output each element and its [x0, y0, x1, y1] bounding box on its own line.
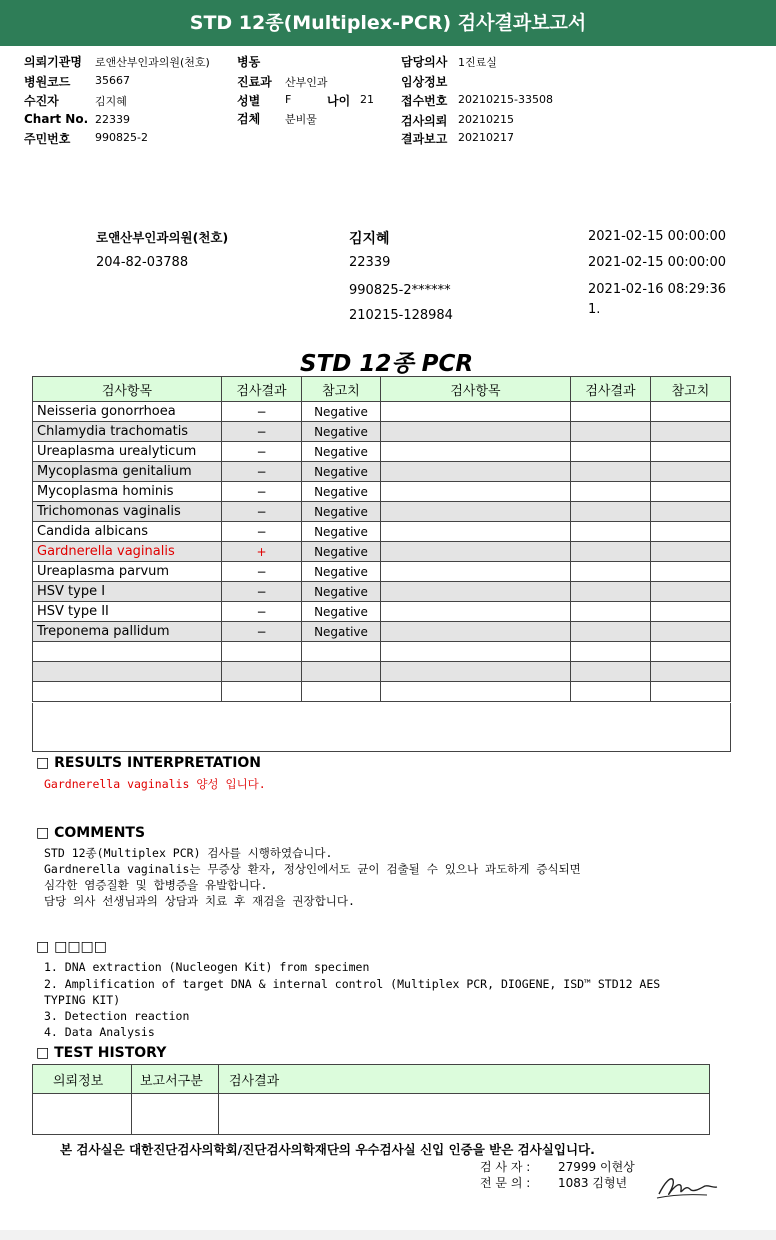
reference-value [302, 642, 381, 662]
info-label: 병원코드 [24, 75, 71, 89]
column-header: 의뢰정보 [33, 1065, 132, 1094]
test-result: − [222, 622, 302, 642]
date-reported: 2021-02-16 08:29:36 [588, 282, 727, 297]
info-label: 접수번호 [401, 94, 448, 108]
info-label: 수진자 [24, 94, 59, 108]
test-name [381, 642, 571, 662]
reference-value: Negative [302, 562, 381, 582]
reference-value: Negative [302, 542, 381, 562]
test-name: Ureaplasma parvum [33, 562, 222, 582]
test-name [381, 682, 571, 702]
test-name [381, 542, 571, 562]
history-row [33, 1094, 710, 1135]
info-value: 산부인과 [285, 76, 328, 89]
table-row [33, 442, 731, 462]
info-label: 병동 [237, 55, 261, 69]
info-label: 담당의사 [401, 55, 448, 69]
info-label: 나이 [327, 94, 351, 108]
test-name: Ureaplasma urealyticum [33, 442, 222, 462]
resident-number: 990825-2****** [349, 283, 451, 298]
history-cell [132, 1094, 219, 1135]
test-name: Mycoplasma hominis [33, 482, 222, 502]
info-label: 성별 [237, 94, 261, 108]
comments-heading: □ COMMENTS [36, 825, 146, 841]
reference-value: Negative [302, 462, 381, 482]
info-value: 김지혜 [95, 95, 127, 108]
chart-number: 22339 [349, 255, 391, 270]
info-label: 진료과 [237, 75, 272, 89]
info-label: 주민번호 [24, 132, 71, 146]
test-result [571, 542, 651, 562]
test-result: − [222, 422, 302, 442]
test-result: − [222, 442, 302, 462]
info-value: 20210215 [458, 113, 514, 126]
column-header: 참고치 [302, 377, 381, 402]
method-line: 3. Detection reaction [44, 1009, 190, 1023]
test-name: Mycoplasma genitalium [33, 462, 222, 482]
test-name [381, 422, 571, 442]
reference-value [651, 402, 731, 422]
info-label: 검사의뢰 [401, 114, 448, 128]
info-label: 임상정보 [401, 75, 448, 89]
info-value: 21 [360, 93, 374, 106]
info-value: 분비물 [285, 113, 317, 126]
hospital-name: 로앤산부인과의원(천호) [96, 230, 229, 245]
reference-value: Negative [302, 402, 381, 422]
test-name: Trichomonas vaginalis [33, 502, 222, 522]
reference-value [651, 522, 731, 542]
reference-value [651, 542, 731, 562]
test-result: − [222, 522, 302, 542]
column-header: 검사결과 [222, 377, 302, 402]
interpretation-heading: □ RESULTS INTERPRETATION [36, 755, 262, 771]
test-name [381, 582, 571, 602]
results-table [32, 376, 731, 702]
test-name [381, 522, 571, 542]
method-line: 1. DNA extraction (Nucleogen Kit) from specimen [44, 960, 370, 974]
test-name: HSV type I [33, 582, 222, 602]
test-result: − [222, 602, 302, 622]
test-name: Gardnerella vaginalis [33, 542, 222, 562]
reference-value [651, 642, 731, 662]
test-result: − [222, 502, 302, 522]
test-result [571, 522, 651, 542]
test-result: − [222, 462, 302, 482]
table-row [33, 642, 731, 662]
table-row [33, 562, 731, 582]
comment-line: 담당 의사 선생님과의 상담과 치료 후 재검을 권장합니다. [44, 894, 355, 908]
reference-value [651, 602, 731, 622]
test-result [222, 642, 302, 662]
column-header: 검사항목 [33, 377, 222, 402]
test-result [571, 482, 651, 502]
reference-value: Negative [302, 582, 381, 602]
test-name [381, 442, 571, 462]
method-line: 2. Amplification of target DNA & internal control (Multiplex PCR, DIOGENE, ISD™ STD12 AES [44, 977, 661, 991]
test-name [33, 662, 222, 682]
test-result: − [222, 402, 302, 422]
info-label: 결과보고 [401, 132, 448, 146]
table-row [33, 622, 731, 642]
reference-value: Negative [302, 422, 381, 442]
test-result [571, 622, 651, 642]
patient-info-panel [0, 46, 776, 170]
reference-value [651, 422, 731, 442]
test-name: HSV type II [33, 602, 222, 622]
column-header: 보고서구분 [132, 1065, 219, 1094]
results-header-row [33, 377, 731, 402]
test-name: Candida albicans [33, 522, 222, 542]
info-value: 로앤산부인과의원(천호) [95, 56, 210, 69]
test-result [222, 682, 302, 702]
reference-value: Negative [302, 442, 381, 462]
test-result [571, 422, 651, 442]
specialist-name: 1083 김형년 [558, 1176, 628, 1190]
reference-value [651, 462, 731, 482]
column-header: 검사결과 [219, 1065, 710, 1094]
test-result [571, 402, 651, 422]
date-suffix: 1. [588, 302, 601, 317]
test-name [33, 642, 222, 662]
test-result [571, 582, 651, 602]
date-collected: 2021-02-15 00:00:00 [588, 229, 727, 244]
accession-number: 210215-128984 [349, 308, 453, 323]
table-row [33, 602, 731, 622]
reference-value [651, 482, 731, 502]
test-name [381, 482, 571, 502]
history-cell [219, 1094, 710, 1135]
reference-value [302, 662, 381, 682]
comment-line: 심각한 염증질환 및 합병증을 유발합니다. [44, 878, 268, 892]
test-result [571, 602, 651, 622]
reference-value [651, 622, 731, 642]
table-row [33, 402, 731, 422]
tester-name: 27999 이현상 [558, 1160, 635, 1174]
test-result [571, 642, 651, 662]
method-line: TYPING KIT) [44, 993, 121, 1007]
test-result [571, 662, 651, 682]
test-result [571, 442, 651, 462]
column-header: 참고치 [651, 377, 731, 402]
certification-note: 본 검사실은 대한진단검사의학회/진단검사의학재단의 우수검사실 신입 인증을 받은 검사실입니다. [60, 1142, 595, 1157]
test-name: Treponema pallidum [33, 622, 222, 642]
report-section-title: STD 12종 PCR [300, 351, 474, 377]
test-result: − [222, 482, 302, 502]
reference-value [651, 502, 731, 522]
table-row [33, 582, 731, 602]
method-line: 4. Data Analysis [44, 1025, 155, 1039]
reference-value: Negative [302, 482, 381, 502]
results-notes-box [32, 703, 731, 752]
method-heading: □ □□□□ [36, 939, 108, 955]
reference-value: Negative [302, 522, 381, 542]
test-name: Chlamydia trachomatis [33, 422, 222, 442]
test-name: Neisseria gonorrhoea [33, 402, 222, 422]
report-title: STD 12종(Multiplex-PCR) 검사결과보고서 [189, 12, 587, 34]
test-result [571, 502, 651, 522]
info-value: 20210215-33508 [458, 93, 553, 106]
reference-value [302, 682, 381, 702]
comment-line: Gardnerella vaginalis는 무증상 환자, 정상인에서도 균이 검출될 수 있으나 과도하게 증식되면 [44, 862, 581, 876]
table-row [33, 482, 731, 502]
test-result: − [222, 582, 302, 602]
info-label: Chart No. [24, 112, 89, 126]
test-name [381, 562, 571, 582]
reference-value [651, 682, 731, 702]
test-result [571, 462, 651, 482]
table-row [33, 422, 731, 442]
info-value: 20210217 [458, 131, 514, 144]
comment-line: STD 12종(Multiplex PCR) 검사를 시행하였습니다. [44, 846, 333, 860]
test-name [33, 682, 222, 702]
test-result [571, 682, 651, 702]
reference-value [651, 662, 731, 682]
history-table [32, 1064, 710, 1135]
column-header: 검사결과 [571, 377, 651, 402]
test-name [381, 662, 571, 682]
history-heading: □ TEST HISTORY [36, 1045, 167, 1061]
specialist-label: 전 문 의 : [480, 1176, 531, 1190]
test-name [381, 402, 571, 422]
reference-value [651, 442, 731, 462]
reference-value [651, 582, 731, 602]
test-result: − [222, 562, 302, 582]
reference-value: Negative [302, 622, 381, 642]
table-row [33, 462, 731, 482]
table-row [33, 522, 731, 542]
reference-value [651, 562, 731, 582]
date-received: 2021-02-15 00:00:00 [588, 255, 727, 270]
test-name [381, 502, 571, 522]
info-label: 검체 [237, 112, 261, 126]
test-result [571, 562, 651, 582]
info-value: F [285, 93, 292, 106]
column-header: 검사항목 [381, 377, 571, 402]
info-value: 1진료실 [458, 56, 497, 69]
table-row [33, 542, 731, 562]
hospital-registration: 204-82-03788 [96, 255, 189, 270]
patient-name: 김지혜 [349, 231, 390, 247]
test-result: + [222, 542, 302, 562]
reference-value: Negative [302, 502, 381, 522]
table-row [33, 662, 731, 682]
history-cell [33, 1094, 132, 1135]
test-result [222, 662, 302, 682]
table-row [33, 502, 731, 522]
info-value: 990825-2 [95, 131, 148, 144]
table-row [33, 682, 731, 702]
info-label: 의뢰기관명 [24, 55, 82, 69]
signature-icon [655, 1168, 721, 1202]
test-name [381, 602, 571, 622]
info-value: 22339 [95, 113, 130, 126]
test-name [381, 622, 571, 642]
reference-value: Negative [302, 602, 381, 622]
tester-label: 검 사 자 : [480, 1160, 531, 1174]
info-value: 35667 [95, 74, 130, 87]
interpretation-text: Gardnerella vaginalis 양성 입니다. [44, 777, 266, 791]
history-header-row [33, 1065, 710, 1094]
test-name [381, 462, 571, 482]
